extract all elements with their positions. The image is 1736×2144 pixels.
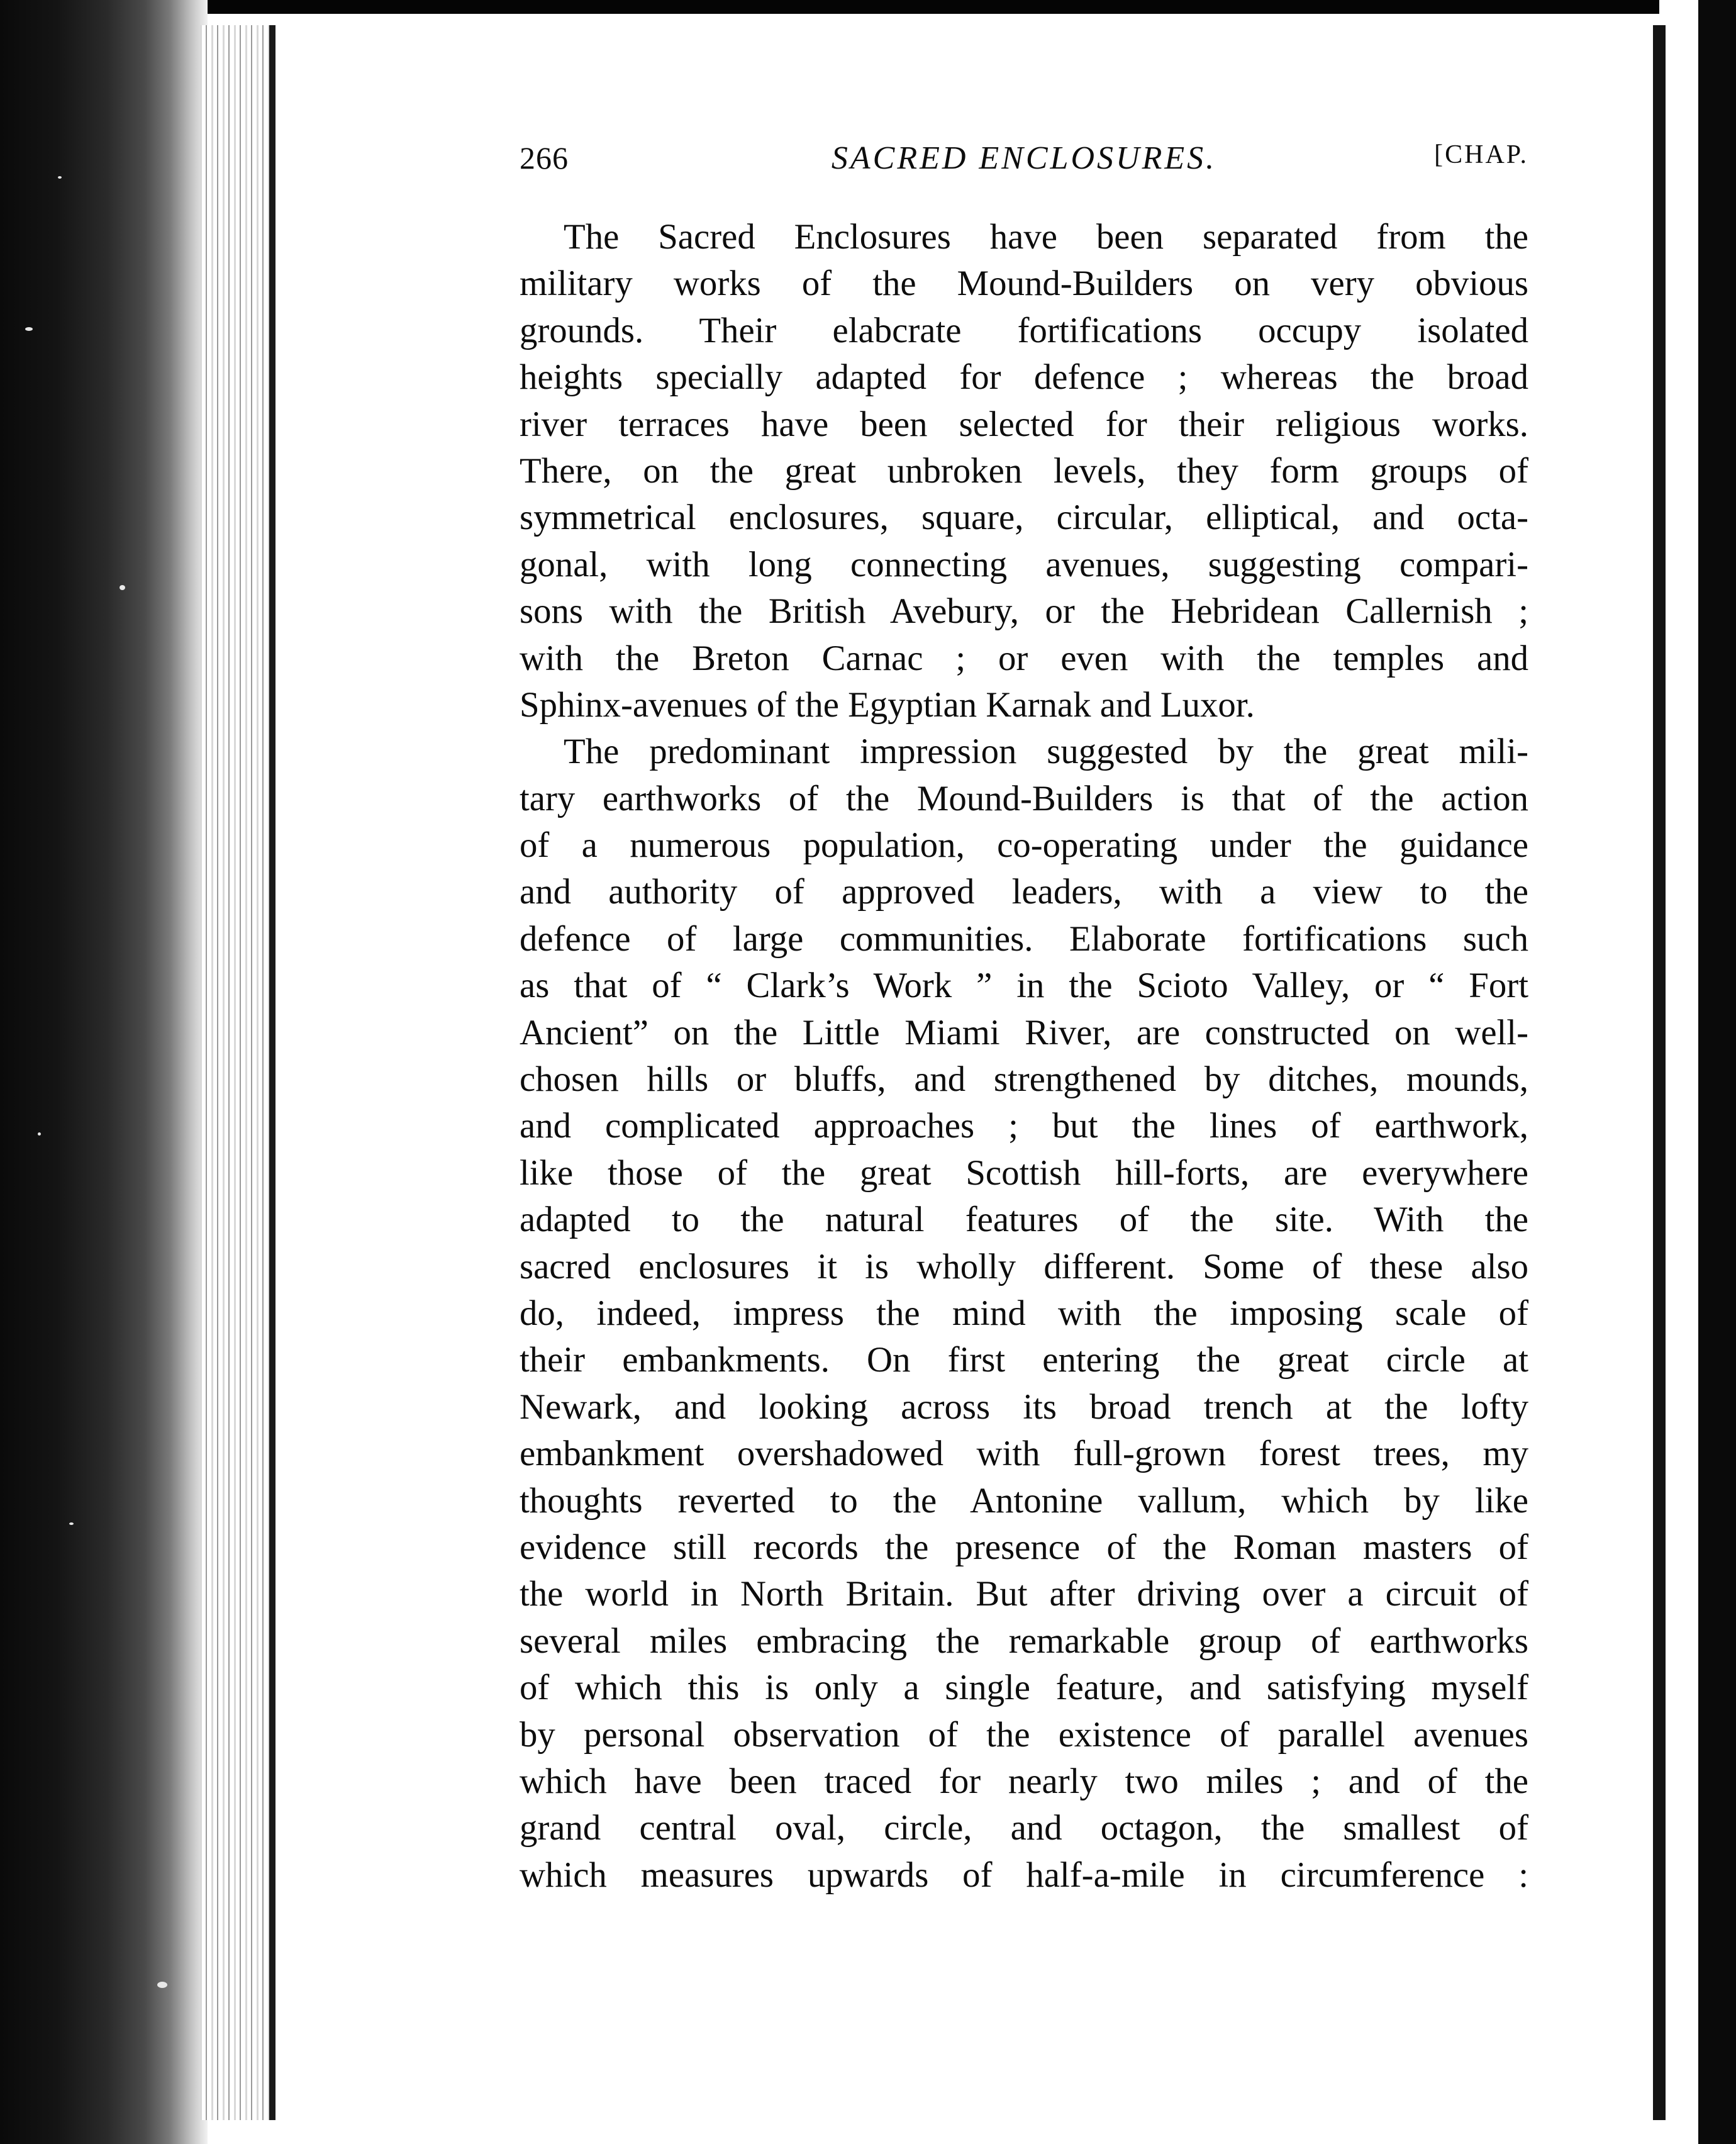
text-line: which measures upwards of half-a-mile in circumference : <box>520 1855 1528 1895</box>
text-line: as that of “ Clark’s Work ” in the Scioto Valley, or “ Fort <box>520 966 1528 1006</box>
text-line: and complicated approaches ; but the lines of earthwork, <box>520 1106 1528 1146</box>
text-line: chosen hills or bluffs, and strengthened by ditches, mounds, <box>520 1059 1528 1100</box>
dust-speck <box>157 1982 167 1988</box>
dust-speck <box>38 1132 41 1136</box>
text-line: do, indeed, impress the mind with the imposing scale of <box>520 1293 1528 1333</box>
text-line: Ancient” on the Little Miami River, are constructed on well- <box>520 1012 1528 1052</box>
text-line: the world in North Britain. But after driving over a circuit of <box>520 1574 1528 1614</box>
chapter-label: [CHAP. <box>1434 140 1528 169</box>
text-line: several miles embracing the remarkable group of earthworks <box>520 1621 1528 1661</box>
text-line: with the Breton Carnac ; or even with the temples and <box>520 638 1528 678</box>
text-line: grounds. Their elabcrate fortifications occupy isolated <box>520 310 1528 350</box>
text-line: like those of the great Scottish hill-forts, are everywhere <box>520 1153 1528 1193</box>
page-edges <box>200 25 269 2120</box>
text-line: The Sacred Enclosures have been separated from the <box>564 217 1528 257</box>
book-binding-gutter <box>0 0 208 2144</box>
right-page-edge <box>1653 25 1666 2120</box>
text-line: and authority of approved leaders, with a view to the <box>520 872 1528 912</box>
text-line: symmetrical enclosures, square, circular, elliptical, and octa- <box>520 498 1528 538</box>
text-line: heights specially adapted for defence ; whereas the broad <box>520 357 1528 398</box>
scan-border-top <box>0 0 1736 14</box>
scan-border-right <box>1698 0 1736 2144</box>
text-line: military works of the Mound-Builders on very obvious <box>520 264 1528 304</box>
text-line: grand central oval, circle, and octagon, the smallest of <box>520 1808 1528 1848</box>
body-text <box>520 214 1528 1899</box>
dust-speck <box>58 176 62 179</box>
text-line: by personal observation of the existence of parallel avenues <box>520 1714 1528 1755</box>
running-header <box>520 140 1528 187</box>
dust-speck <box>25 327 33 331</box>
text-line: sacred enclosures it is wholly different. Some of these also <box>520 1246 1528 1287</box>
text-line: thoughts reverted to the Antonine vallum, which by like <box>520 1480 1528 1521</box>
dust-speck <box>120 585 125 590</box>
text-line: of a numerous population, co-operating under the guidance <box>520 825 1528 866</box>
text-line: which have been traced for nearly two miles ; and of the <box>520 1761 1528 1801</box>
text-line: of which this is only a single feature, and satisfying myself <box>520 1668 1528 1708</box>
page-edge-shadow <box>269 25 275 2120</box>
text-line: There, on the great unbroken levels, they form groups of <box>520 450 1528 491</box>
text-line: river terraces have been selected for their religious works. <box>520 404 1528 444</box>
text-line: defence of large communities. Elaborate fortifications such <box>520 918 1528 959</box>
text-line: evidence still records the presence of the Roman masters of <box>520 1527 1528 1567</box>
text-line: tary earthworks of the Mound-Builders is that of the action <box>520 778 1528 818</box>
text-line: adapted to the natural features of the site. With the <box>520 1200 1528 1240</box>
text-line: gonal, with long connecting avenues, suggesting compari- <box>520 544 1528 584</box>
text-line: their embankments. On first entering the great circle at <box>520 1340 1528 1380</box>
dust-speck <box>69 1522 74 1525</box>
running-title: SACRED ENCLOSURES. <box>831 140 1217 176</box>
text-line: embankment overshadowed with full-grown forest trees, my <box>520 1434 1528 1474</box>
text-line: Newark, and looking across its broad trench at the lofty <box>520 1387 1528 1427</box>
text-line: sons with the British Avebury, or the Hebridean Callernish ; <box>520 591 1528 632</box>
text-line: The predominant impression suggested by the great mili- <box>564 732 1528 772</box>
page-number: 266 <box>520 140 569 176</box>
text-line: Sphinx-avenues of the Egyptian Karnak and Luxor. <box>520 684 1255 725</box>
